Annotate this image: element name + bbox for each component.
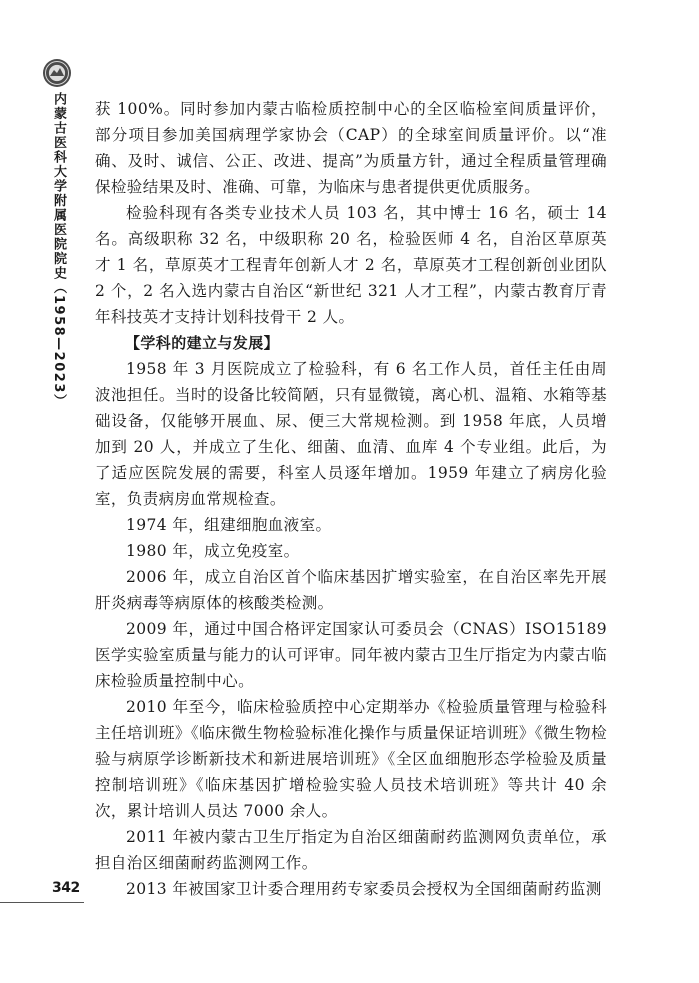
book-title: 内蒙古医科大学附属医院院史（1958—2023） (51, 92, 66, 409)
paragraph: 获 100%。同时参加内蒙古临检质控制中心的全区临检室间质量评价，部分项目参加美国病理学家协会（CAP）的全球室间质量评价。以“准确、及时、诚信、公正、改进、提高”为质量方针，通过全程质量管理确保检验结果及时、准确、可靠，为临床与患者提供更优质服务。 (95, 100, 607, 196)
page-number: 342 (52, 880, 80, 896)
paragraph: 1958 年 3 月医院成立了检验科，有 6 名工作人员，首任主任由周波池担任。当时的设备比较简陋，只有显微镜，离心机、温箱、水箱等基础设备，仅能够开展血、尿、便三大常规检测。到 1958 年底，人员增加到 20 人，并成立了生化、细菌、血清、血库 4 个专业组。此后，为了适应医院发展的需要，科室人员逐年增加。1959 年建立了病房化验室，负责病房血常规检查。 (95, 360, 607, 508)
paragraph: 1974 年，组建细胞血液室。 (126, 516, 332, 534)
paragraph: 2013 年被国家卫计委合理用药专家委员会授权为全国细菌耐药监测 (126, 880, 602, 898)
university-emblem-icon (42, 58, 72, 88)
page-body (95, 96, 607, 902)
paragraph: 1980 年，成立免疫室。 (126, 542, 300, 560)
footer-rule (0, 902, 84, 903)
paragraph: 2010 年至今，临床检验质控中心定期举办《检验质量管理与检验科主任培训班》《临床微生物检验标准化操作与质量保证培训班》《微生物检验与病原学诊断新技术和新进展培训班》《全区血细胞形态学检验及质量控制培训班》《临床基因扩增检验实验人员技术培训班》等共计 40 余次，累计培训人员达 7000 余人。 (95, 698, 607, 820)
paragraph: 2011 年被内蒙古卫生厅指定为自治区细菌耐药监测网负责单位，承担自治区细菌耐药监测网工作。 (95, 828, 607, 872)
paragraph: 2009 年，通过中国合格评定国家认可委员会（CNAS）ISO15189 医学实验室质量与能力的认可评审。同年被内蒙古卫生厅指定为内蒙古临床检验质量控制中心。 (95, 620, 607, 690)
paragraph: 检验科现有各类专业技术人员 103 名，其中博士 16 名，硕士 14 名。高级职称 32 名，中级职称 20 名，检验医师 4 名，自治区草原英才 1 名，草原英才工程青年创新人才 2 名，草原英才工程创新创业团队 2 个，2 名入选内蒙古自治区“新世纪 321 人才工程”，内蒙古教育厅青年科技英才支持计划科技骨干 2 人。 (95, 204, 607, 326)
paragraph: 2006 年，成立自治区首个临床基因扩增实验室，在自治区率先开展肝炎病毒等病原体的核酸类检测。 (95, 568, 607, 612)
section-heading: 【学科的建立与发展】 (125, 334, 280, 352)
